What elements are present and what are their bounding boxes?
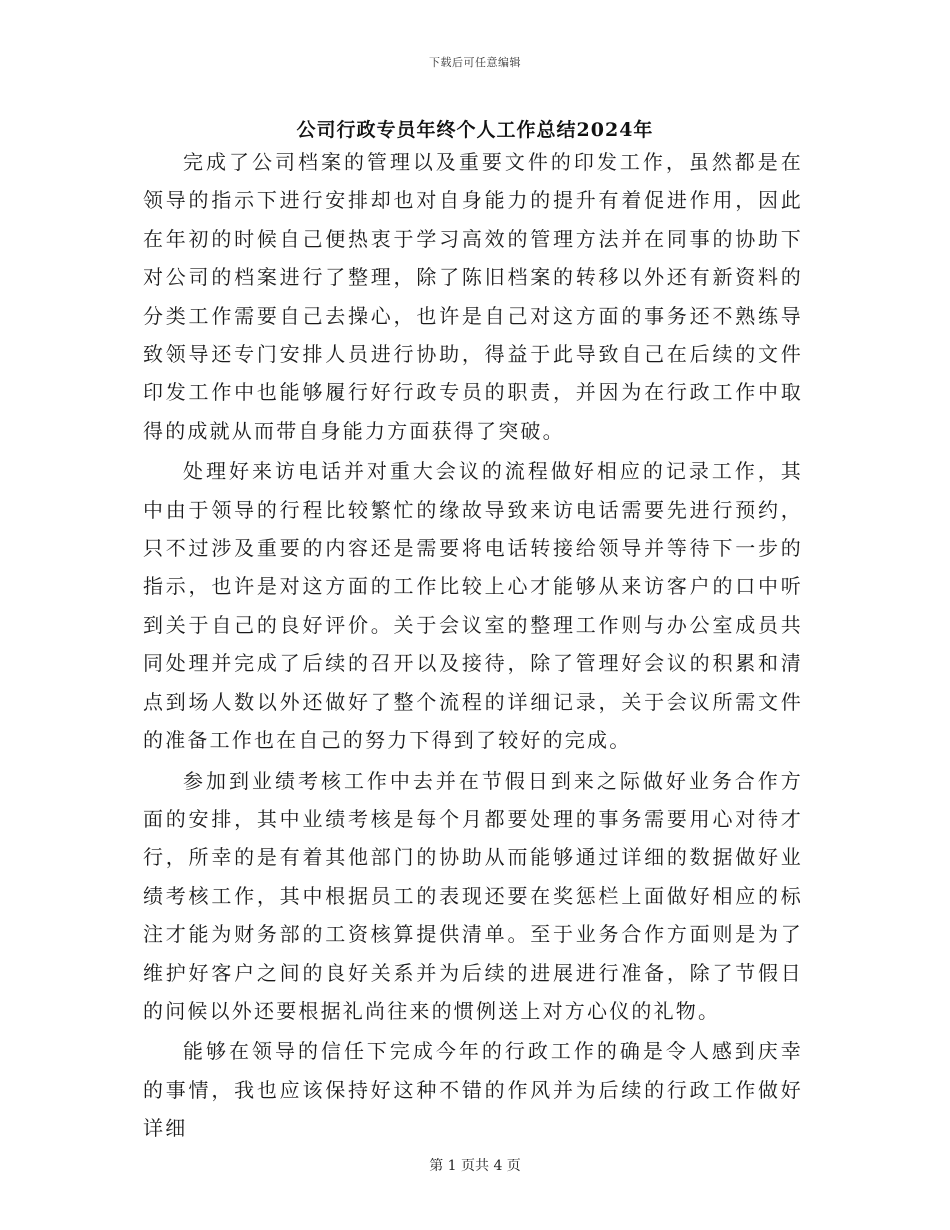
document-title: 公司行政专员年终个人工作总结2024年 xyxy=(296,119,654,141)
paragraph-3: 参加到业绩考核工作中去并在节假日到来之际做好业务合作方面的安排，其中业绩考核是每个月都要处理的事务需要用心对待才行，所幸的是有着其他部门的协助从而能够通过详细的数据做好业绩考核工作，其中根据员工的表现还要在奖惩栏上面做好相应的标注才能为财务部的工资核算提供清单。至于业务合作方面则是为了维护好客户之间的良好关系并为后续的进展进行准备，除了节假日的问候以外还要根据礼尚往来的惯例送上对方心仪的礼物。 xyxy=(143,768,803,1023)
paragraph-4: 能够在领导的信任下完成今年的行政工作的确是令人感到庆幸的事情，我也应该保持好这种不错的作风并为后续的行政工作做好详细 xyxy=(143,1039,803,1141)
page-number: 第 1 页共 4 页 xyxy=(429,1158,521,1174)
paragraph-1: 完成了公司档案的管理以及重要文件的印发工作，虽然都是在领导的指示下进行安排却也对自身能力的提升有着促进作用，因此在年初的时候自己便热衷于学习高效的管理方法并在同事的协助下对公司的档案进行了整理，除了陈旧档案的转移以外还有新资料的分类工作需要自己去操心，也许是自己对这方面的事务还不熟练导致领导还专门安排人员进行协助，得益于此导致自己在后续的文件印发工作中也能够履行好行政专员的职责，并因为在行政工作中取得的成就从而带自身能力方面获得了突破。 xyxy=(143,150,803,443)
document-body xyxy=(143,143,803,1148)
paragraph-2: 处理好来访电话并对重大会议的流程做好相应的记录工作，其中由于领导的行程比较繁忙的缘故导致来访电话需要先进行预约，只不过涉及重要的内容还是需要将电话转接给领导并等待下一步的指示，也许是对这方面的工作比较上心才能够从来访客户的口中听到关于自己的良好评价。关于会议室的整理工作则与办公室成员共同处理并完成了后续的召开以及接待，除了管理好会议的积累和清点到场人数以外还做好了整个流程的详细记录，关于会议所需文件的准备工作也在自己的努力下得到了较好的完成。 xyxy=(143,459,803,753)
header-note: 下载后可任意编辑 xyxy=(429,56,521,69)
